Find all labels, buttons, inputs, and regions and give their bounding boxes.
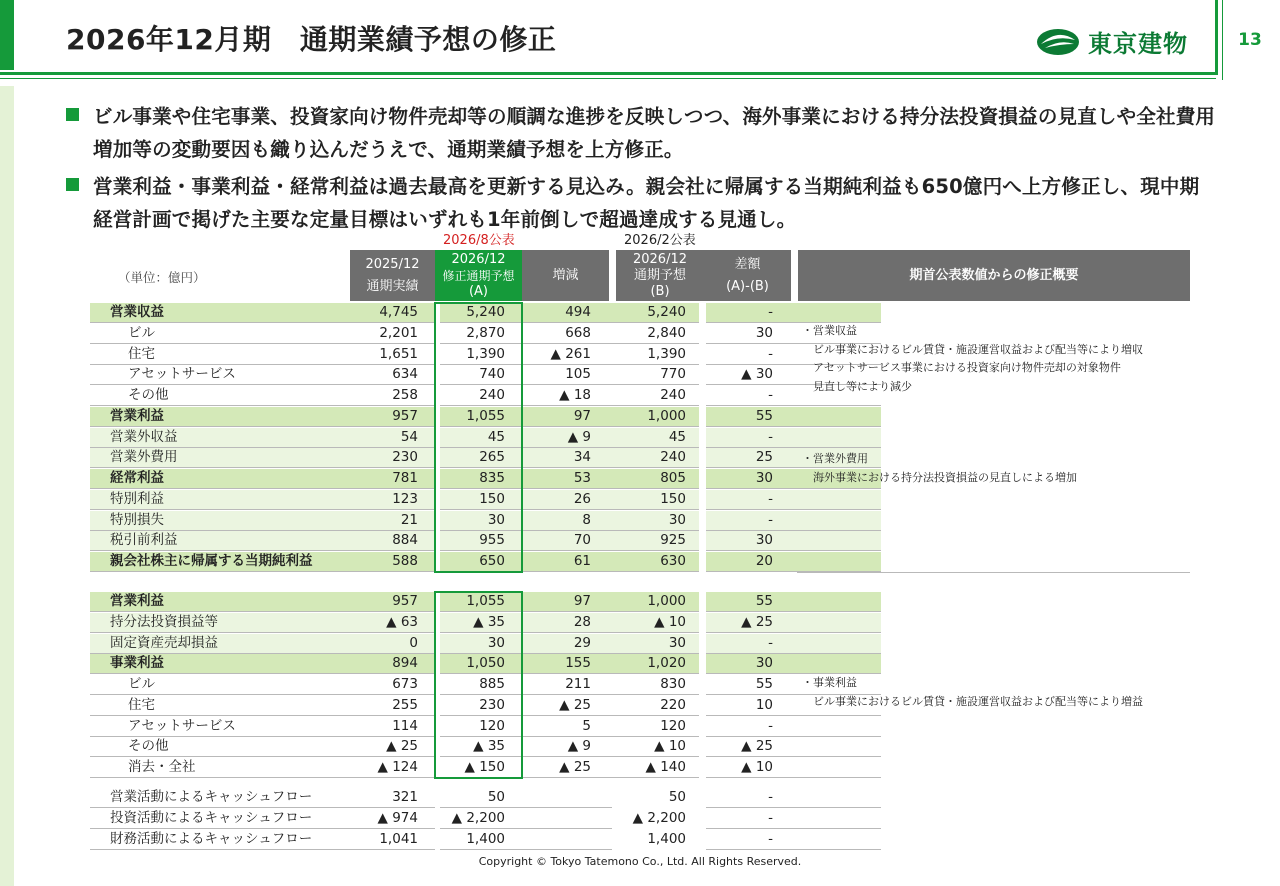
bullet-square-icon: [66, 108, 79, 121]
row-highlight: [794, 634, 881, 653]
cell-actual: ▲ 974: [377, 809, 418, 826]
cell-fb: 150: [660, 490, 686, 507]
comment-business-profit: [802, 674, 1143, 711]
cell-chg: ▲ 18: [559, 387, 591, 403]
cell-chg: 97: [573, 593, 591, 609]
comment-line: ・営業収益: [802, 324, 857, 337]
cell-chg: 28: [573, 613, 591, 630]
cell-actual: 673: [392, 676, 418, 692]
cell-fb: 1,390: [647, 345, 686, 362]
cell-fb: ▲ 140: [645, 759, 686, 775]
row-highlight: [794, 428, 881, 447]
cell-diff: 55: [755, 676, 773, 692]
cell-chg: 61: [573, 553, 591, 569]
cell-fb: 240: [660, 387, 686, 403]
cell-diff: 25: [755, 449, 773, 466]
cell-actual: ▲ 25: [386, 738, 418, 755]
cell-fb: 1,400: [647, 830, 686, 847]
cell-fa: 50: [487, 789, 505, 805]
cell-actual: 1,651: [379, 345, 418, 362]
cell-chg: ▲ 25: [559, 759, 591, 775]
row-label: 経常利益: [110, 470, 164, 486]
cell-fa: 30: [487, 511, 505, 528]
row-rule: [525, 828, 612, 829]
logo-text: 東京建物: [1088, 30, 1188, 58]
bullet-item: [66, 170, 1216, 236]
header-forecast-b: [616, 250, 704, 301]
announce-b-note: 2026/2公表: [624, 233, 696, 248]
row-highlight: [794, 613, 881, 632]
cell-fa: 150: [479, 490, 505, 507]
cell-fa: 120: [479, 717, 505, 734]
cell-actual: 21: [400, 511, 418, 528]
header-change: [522, 250, 609, 301]
header-vertical-rule-thin: [1222, 0, 1223, 80]
cell-actual: 255: [392, 696, 418, 713]
cell-fb: 770: [660, 366, 686, 383]
cell-diff: -: [768, 830, 773, 847]
cell-diff: -: [768, 789, 773, 805]
cell-diff: 30: [755, 655, 773, 672]
header-rule-thin: [0, 78, 1216, 79]
cell-diff: 30: [755, 470, 773, 486]
page-title: 2026年12月期 通期業績予想の修正: [66, 23, 557, 56]
row-label: 住宅: [128, 345, 155, 362]
row-highlight: [794, 490, 881, 509]
cell-actual: 2,201: [379, 324, 418, 341]
cell-fb: 925: [660, 532, 686, 549]
cell-actual: ▲ 124: [377, 759, 418, 775]
row-rule: [525, 849, 612, 850]
cell-fb: 805: [660, 470, 686, 486]
header-diff: [704, 250, 791, 301]
cell-chg: ▲ 9: [567, 428, 591, 445]
row-label: 親会社株主に帰属する当期純利益: [110, 553, 313, 569]
cell-fa: 740: [479, 366, 505, 383]
cell-fa: 5,240: [466, 304, 505, 320]
cell-actual: 634: [392, 366, 418, 383]
announce-a-note: 2026/8公表: [443, 233, 515, 248]
cell-diff: -: [768, 511, 773, 528]
row-label: その他: [128, 738, 169, 755]
header-vertical-rule: [1215, 0, 1218, 75]
comment-line: ・事業利益: [802, 676, 857, 689]
page-number: 13: [1238, 30, 1262, 50]
row-rule: [794, 828, 881, 829]
cell-chg: 53: [573, 470, 591, 486]
row-rule: [525, 807, 612, 808]
header-forecast-b-code: (B): [650, 283, 670, 299]
cell-actual: 588: [392, 553, 418, 569]
cell-chg: 29: [573, 634, 591, 651]
header-actual-year: 2025/12: [365, 256, 420, 272]
cell-diff: 20: [755, 553, 773, 569]
cell-fb: 45: [668, 428, 686, 445]
cell-fa: 1,055: [466, 407, 505, 424]
row-label: 営業収益: [110, 304, 164, 320]
cell-chg: 8: [582, 511, 591, 528]
cell-diff: 55: [755, 407, 773, 424]
row-label: 事業利益: [110, 655, 164, 672]
comment-nonoperating-expense: [802, 450, 1077, 487]
cell-actual: 957: [392, 593, 418, 609]
cell-fb: 30: [668, 511, 686, 528]
row-rule: [794, 777, 881, 778]
row-highlight: [794, 552, 881, 571]
row-rule: [794, 807, 881, 808]
cell-chg: 105: [565, 366, 591, 383]
header-actual: [350, 250, 435, 301]
header-summary: [798, 250, 1190, 301]
cell-actual: 321: [392, 789, 418, 805]
row-highlight: [794, 592, 881, 611]
cell-actual: 894: [392, 655, 418, 672]
row-label: その他: [128, 387, 169, 403]
row-rule: [794, 849, 881, 850]
bullet-item: [66, 100, 1216, 166]
cell-fa: ▲ 150: [464, 759, 505, 775]
cell-diff: ▲ 25: [741, 738, 773, 755]
cell-diff: -: [768, 304, 773, 320]
row-highlight: [794, 407, 881, 426]
comment-line: ビル事業におけるビル賃貸・施設運営収益および配当等により増収: [802, 342, 1143, 356]
comment-line: 見直し等により減少: [802, 379, 912, 393]
cell-actual: 114: [392, 717, 418, 734]
cell-fb: 1,000: [647, 407, 686, 424]
cell-fa: 230: [479, 696, 505, 713]
header-forecast-b-label: 通期予想: [633, 267, 686, 283]
cell-fb: 220: [660, 696, 686, 713]
row-label: 特別損失: [110, 511, 164, 528]
bullet-text: 営業利益・事業利益・経常利益は過去最高を更新する見込み。親会社に帰属する当期純利益も650億円へ上方修正し、現中期経営計画で掲げた主要な定量目標はいずれも1年前倒しで超過達成する見通し。: [93, 175, 1200, 231]
cell-chg: 211: [565, 676, 591, 692]
cell-fb: 120: [660, 717, 686, 734]
cell-actual: 957: [392, 407, 418, 424]
cell-actual: 1,041: [379, 830, 418, 847]
row-label: 営業活動によるキャッシュフロー: [110, 789, 313, 805]
cell-diff: 55: [755, 593, 773, 609]
cell-actual: 0: [409, 634, 418, 651]
cell-fb: 2,840: [647, 324, 686, 341]
cell-diff: -: [768, 428, 773, 445]
bullet-square-icon: [66, 178, 79, 191]
comment-line: 海外事業における持分法投資損益の見直しによる増加: [802, 470, 1077, 484]
header-actual-label: 通期実績: [366, 278, 419, 294]
cell-diff: 10: [755, 696, 773, 713]
cell-actual: 54: [400, 428, 418, 445]
cell-fa: 1,055: [466, 593, 505, 609]
cell-actual: 781: [392, 470, 418, 486]
cell-fb: 50: [668, 789, 686, 805]
row-label: アセットサービス: [128, 366, 236, 383]
cell-diff: ▲ 30: [741, 366, 773, 383]
cell-diff: -: [768, 490, 773, 507]
cell-diff: -: [768, 387, 773, 403]
cell-chg: ▲ 9: [567, 738, 591, 755]
cell-diff: ▲ 25: [741, 613, 773, 630]
cell-fb: ▲ 10: [654, 613, 686, 630]
copyright: Copyright © Tokyo Tatemono Co., Ltd. All Rights Reserved.: [478, 855, 802, 868]
comment-line: アセットサービス事業における投資家向け物件売却の対象物件: [802, 361, 1121, 374]
row-highlight: [794, 511, 881, 530]
unit-label: （単位：億円）: [118, 270, 206, 285]
cell-chg: 155: [565, 655, 591, 672]
cell-chg: 70: [573, 532, 591, 549]
cell-actual: 884: [392, 532, 418, 549]
row-rule: [794, 736, 881, 737]
row-label: 固定資産売却損益: [110, 634, 218, 651]
cell-fb: 5,240: [647, 304, 686, 320]
cell-fa: 1,390: [466, 345, 505, 362]
header-diff-code: (A)-(B): [726, 278, 769, 294]
cell-chg: 494: [565, 304, 591, 320]
cell-chg: ▲ 261: [550, 345, 591, 362]
cell-diff: 30: [755, 532, 773, 549]
summary-divider: [797, 572, 1190, 573]
header-forecast-b-year: 2026/12: [632, 251, 687, 267]
cell-fa: 45: [487, 428, 505, 445]
row-label: アセットサービス: [128, 717, 236, 734]
row-highlight: [794, 531, 881, 550]
row-label: 営業外収益: [110, 428, 178, 445]
comment-line: ・営業外費用: [802, 452, 868, 465]
row-highlight: [794, 654, 881, 673]
cell-chg: 5: [582, 717, 591, 734]
row-label: 税引前利益: [110, 532, 178, 549]
comment-operating-revenue: [802, 322, 1143, 396]
row-label: 営業外費用: [110, 449, 178, 466]
row-label: 消去・全社: [128, 759, 196, 775]
row-highlight: [794, 303, 881, 322]
cell-fa: ▲ 35: [473, 738, 505, 755]
header-accent-bar: [0, 0, 14, 70]
cell-fa: 1,400: [466, 830, 505, 847]
cell-fa: 240: [479, 387, 505, 403]
cell-fa: 885: [479, 676, 505, 692]
cell-fb: ▲ 2,200: [632, 809, 686, 826]
cell-fa: 1,050: [466, 655, 505, 672]
cell-fa: 30: [487, 634, 505, 651]
cell-fa: 835: [479, 470, 505, 486]
cell-fa: 2,870: [466, 324, 505, 341]
cell-fb: 240: [660, 449, 686, 466]
row-label: ビル: [128, 676, 155, 692]
header-rule: [0, 72, 1216, 75]
cell-chg: 97: [573, 407, 591, 424]
row-label: 特別利益: [110, 490, 164, 507]
row-label: ビル: [128, 324, 155, 341]
header-forecast-a-label: 修正通期予想: [442, 268, 515, 283]
cell-diff: -: [768, 717, 773, 734]
cell-actual: 4,745: [379, 304, 418, 320]
cell-fa: 955: [479, 532, 505, 549]
cell-fb: 1,000: [647, 593, 686, 609]
cell-fb: 30: [668, 634, 686, 651]
comment-line: ビル事業におけるビル賃貸・施設運営収益および配当等により増益: [802, 694, 1143, 708]
cell-chg: 34: [573, 449, 591, 466]
cell-actual: ▲ 63: [386, 613, 418, 630]
row-label: 投資活動によるキャッシュフロー: [110, 809, 313, 826]
cell-chg: 26: [573, 490, 591, 507]
cell-fa: 650: [479, 553, 505, 569]
cell-fa: ▲ 2,200: [451, 809, 505, 826]
cell-fb: 830: [660, 676, 686, 692]
header-forecast-a-year: 2026/12: [451, 251, 506, 267]
row-label: 営業利益: [110, 407, 164, 424]
bullet-text: ビル事業や住宅事業、投資家向け物件売却等の順調な進捗を反映しつつ、海外事業における持分法投資損益の見直しや全社費用増加等の変動要因も織り込んだうえで、通期業績予想を上方修正。: [93, 105, 1216, 161]
header-diff-label: 差額: [734, 256, 761, 272]
summary-bullets: [66, 100, 1216, 240]
header-change-label: 増減: [552, 267, 579, 283]
left-band: [0, 86, 14, 886]
row-label: 持分法投資損益等: [110, 613, 218, 630]
header-forecast-a: [435, 250, 522, 301]
cell-diff: -: [768, 809, 773, 826]
cell-fa: ▲ 35: [473, 613, 505, 630]
row-label: 財務活動によるキャッシュフロー: [110, 830, 313, 847]
cell-diff: -: [768, 634, 773, 651]
company-logo: [1036, 24, 1188, 59]
cell-actual: 123: [392, 490, 418, 507]
row-label: 営業利益: [110, 593, 164, 609]
header-forecast-a-code: (A): [468, 283, 489, 299]
header-summary-label: 期首公表数値からの修正概要: [909, 267, 1079, 283]
cell-fb: 630: [660, 553, 686, 569]
logo-mark-icon: [1036, 27, 1080, 57]
row-rule: [794, 756, 881, 757]
cell-chg: ▲ 25: [559, 696, 591, 713]
row-label: 住宅: [128, 696, 155, 713]
cell-actual: 258: [392, 387, 418, 403]
cell-chg: 668: [565, 324, 591, 341]
cell-diff: -: [768, 345, 773, 362]
cell-fb: ▲ 10: [654, 738, 686, 755]
row-rule: [794, 715, 881, 716]
cell-fa: 265: [479, 449, 505, 466]
cell-actual: 230: [392, 449, 418, 466]
cell-diff: ▲ 10: [741, 759, 773, 775]
cell-fb: 1,020: [647, 655, 686, 672]
cell-diff: 30: [755, 324, 773, 341]
